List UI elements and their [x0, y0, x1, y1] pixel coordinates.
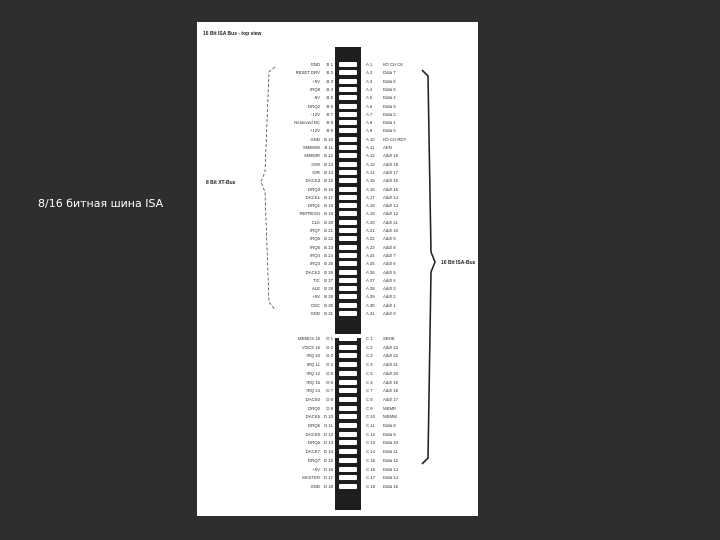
- pin-number-left: B 24: [324, 252, 333, 258]
- pin-number-left: D 3: [326, 353, 333, 359]
- pin-signal-right: MEMR: [383, 405, 397, 411]
- pin-signal-left: DACK6: [305, 431, 320, 437]
- pin-signal-left: Reserved NC: [294, 120, 320, 126]
- pin-signal-left: IOW: [311, 161, 320, 167]
- pin-number-right: A 19: [366, 211, 375, 217]
- pin-number-left: B 21: [324, 228, 333, 233]
- pin-signal-right: Data 2: [383, 111, 396, 117]
- connector-pin: [339, 62, 357, 67]
- pin-number-right: A 27: [366, 277, 375, 283]
- pin-signal-left: DACK0: [305, 396, 320, 402]
- pin-signal-right: Addr 11: [383, 219, 398, 225]
- connector-pin: [339, 336, 357, 341]
- pin-number-left: D 17: [323, 475, 333, 481]
- pin-number-left: D 18: [323, 483, 333, 489]
- pin-signal-right: Addr 18: [383, 161, 399, 167]
- connector-pin: [339, 261, 357, 266]
- connector-pin: [339, 311, 357, 316]
- pin-number-left: D 12: [323, 431, 333, 437]
- pin-signal-left: DRQ7: [308, 457, 320, 463]
- pin-number-right: A 11: [366, 145, 375, 150]
- pin-number-left: D 13: [323, 440, 333, 446]
- pin-signal-left: OSC: [310, 302, 320, 308]
- pin-number-right: A 5: [366, 95, 373, 101]
- connector-pin: [339, 397, 357, 402]
- pin-number-left: B 23: [324, 244, 333, 250]
- xt-bus-label: 8 Bit XT-Bus: [206, 180, 236, 186]
- pin-number-right: C 17: [366, 475, 376, 481]
- pin-number-right: C 7: [366, 388, 373, 394]
- connector-pin: [339, 211, 357, 216]
- pin-number-left: B 6: [326, 103, 333, 109]
- connector-pin: [339, 104, 357, 109]
- pin-number-left: B 29: [324, 294, 333, 300]
- connector-pin: [339, 195, 357, 200]
- connector-pin: [339, 187, 357, 192]
- pin-number-left: B 15: [324, 178, 333, 184]
- connector-pin: [339, 245, 357, 250]
- pin-number-left: D 4: [326, 362, 333, 368]
- pin-signal-left: GND: [310, 483, 320, 489]
- pin-signal-left: ALE: [311, 286, 320, 292]
- pin-signal-left: IRQ 12: [306, 370, 320, 376]
- connector-pin: [339, 253, 357, 258]
- pin-signal-left: IRQ 11: [306, 362, 320, 368]
- pin-number-right: A 13: [366, 161, 375, 167]
- pin-signal-left: DACK2: [305, 269, 320, 275]
- pin-signal-right: Data 12: [383, 457, 399, 463]
- pin-signal-right: Addr 9: [383, 236, 396, 242]
- pin-signal-right: Data 3: [383, 103, 396, 109]
- pin-number-right: A 2: [366, 70, 373, 76]
- pin-number-right: C 3: [366, 353, 373, 359]
- pin-number-right: A 28: [366, 286, 375, 292]
- pin-number-right: C 8: [366, 396, 373, 402]
- pin-number-right: A 9: [366, 128, 373, 134]
- connector-pin: [339, 353, 357, 358]
- pin-signal-right: Data 9: [383, 431, 396, 437]
- pin-signal-right: Addr 10: [383, 228, 399, 233]
- pin-number-left: D 16: [323, 466, 333, 472]
- connector-pin: [339, 449, 357, 454]
- pin-number-right: A 7: [366, 111, 373, 117]
- pin-signal-right: Data 1: [383, 120, 396, 126]
- pin-signal-right: Data 11: [383, 449, 398, 455]
- connector-pin: [339, 475, 357, 480]
- pin-signal-left: DACK7: [305, 449, 320, 455]
- xt-bus-bracket: [261, 67, 275, 310]
- pin-signal-left: REFRESH: [299, 211, 320, 217]
- pin-number-left: B 1: [326, 62, 333, 67]
- pin-signal-left: DRQ5: [308, 423, 320, 428]
- pin-signal-right: Addr 19: [383, 153, 399, 159]
- pin-number-left: B 26: [324, 269, 333, 275]
- connector-pin: [339, 345, 357, 350]
- pin-number-right: A 10: [366, 136, 375, 142]
- pin-number-right: C 2: [366, 344, 373, 350]
- pin-signal-right: Data 14: [383, 475, 399, 481]
- pin-number-right: C 13: [366, 440, 376, 446]
- pin-number-right: C 16: [366, 466, 376, 472]
- pin-number-right: A 8: [366, 120, 373, 126]
- connector-pin: [339, 120, 357, 125]
- pin-number-left: B 4: [326, 86, 333, 92]
- pin-signal-left: GND: [310, 62, 320, 67]
- connector-pin: [339, 294, 357, 299]
- pin-number-left: B 28: [324, 286, 333, 292]
- pin-signal-right: Addr 0: [383, 311, 396, 316]
- connector-pin: [339, 162, 357, 167]
- pin-number-right: A 1: [366, 62, 373, 67]
- pin-number-right: A 22: [366, 236, 375, 242]
- pin-signal-right: Addr 17: [383, 396, 399, 402]
- pin-signal-left: +5V: [312, 466, 320, 472]
- pin-signal-left: MASTER: [302, 475, 320, 481]
- pin-number-left: B 19: [324, 211, 333, 217]
- pin-number-left: D 14: [323, 449, 333, 455]
- pin-signal-right: Addr 2: [383, 294, 396, 300]
- pin-number-right: A 3: [366, 78, 373, 84]
- pin-number-left: B 18: [324, 203, 333, 209]
- pin-signal-left: SMEMR: [304, 153, 320, 159]
- pin-number-right: A 17: [366, 194, 375, 200]
- pin-number-left: B 12: [324, 153, 333, 159]
- pin-number-right: A 29: [366, 294, 375, 300]
- pin-signal-right: Addr 1: [383, 302, 396, 308]
- pin-signal-left: CLK: [311, 219, 320, 225]
- pin-signal-left: DACK3: [305, 178, 320, 184]
- pin-number-right: C 18: [366, 483, 376, 489]
- pin-number-right: A 26: [366, 269, 375, 275]
- pin-signal-right: SBHE: [383, 336, 395, 341]
- connector-pin: [339, 178, 357, 183]
- connector-pin: [339, 467, 357, 472]
- connector-pin: [339, 87, 357, 92]
- connector-pin: [339, 112, 357, 117]
- connector-pin: [339, 70, 357, 75]
- pin-number-left: B 7: [326, 111, 333, 117]
- pin-number-right: A 20: [366, 219, 375, 225]
- pin-signal-right: Addr 3: [383, 286, 396, 292]
- connector-pin: [339, 303, 357, 308]
- pin-number-left: B 16: [324, 186, 333, 192]
- pin-number-right: C 10: [366, 414, 376, 420]
- connector-pin: [339, 270, 357, 275]
- pin-signal-right: Addr 14: [383, 194, 399, 200]
- connector-pin: [339, 203, 357, 208]
- pin-signal-right: Data 15: [383, 483, 399, 489]
- pin-signal-right: Addr 20: [383, 370, 399, 376]
- connector-pin: [339, 458, 357, 463]
- pin-number-right: A 15: [366, 178, 375, 184]
- figure-title: 16 Bit ISA Bus - top view: [203, 31, 262, 37]
- pin-signal-left: DRQ1: [308, 203, 320, 209]
- pin-signal-left: SMEMW: [303, 145, 320, 150]
- pin-signal-right: Addr 22: [383, 353, 399, 359]
- pin-number-left: D 9: [326, 405, 333, 411]
- pin-signal-left: IRQ4: [309, 252, 320, 258]
- pin-signal-right: Data 0: [383, 128, 396, 134]
- connector-pin: [339, 484, 357, 489]
- pin-signal-right: Addr 13: [383, 203, 399, 209]
- pin-number-left: D 6: [326, 379, 333, 385]
- pin-number-left: B 13: [324, 161, 333, 167]
- pin-signal-left: DRQ0: [308, 405, 320, 411]
- pin-number-left: B 10: [324, 136, 333, 142]
- pin-number-right: A 14: [366, 169, 375, 175]
- pin-signal-right: I/O CH RDY: [383, 136, 407, 142]
- pin-signal-left: +12V: [309, 128, 320, 134]
- pin-number-left: B 8: [326, 120, 333, 126]
- connector-pin: [339, 236, 357, 241]
- pin-number-left: D 2: [326, 344, 333, 350]
- bracket-lines: [197, 22, 478, 516]
- pin-signal-right: Addr 5: [383, 269, 396, 275]
- pin-signal-left: IRQ9: [309, 86, 320, 92]
- pin-number-right: A 16: [366, 186, 375, 192]
- pin-number-left: B 22: [324, 236, 333, 242]
- connector-pin: [339, 228, 357, 233]
- connector-pin: [339, 423, 357, 428]
- pin-signal-left: +5V: [312, 294, 320, 300]
- connector-pin: [339, 145, 357, 150]
- pin-signal-right: Addr 23: [383, 344, 399, 350]
- pin-number-left: D 1: [326, 336, 333, 341]
- pin-number-left: B 25: [324, 261, 333, 267]
- pin-number-left: B 3: [326, 78, 333, 84]
- pin-signal-left: IRQ 14: [306, 388, 320, 394]
- pin-number-right: C 14: [366, 449, 376, 455]
- pin-signal-left: IRQ3: [309, 261, 320, 267]
- pin-signal-left: -12V: [310, 111, 320, 117]
- pin-signal-right: Data 5: [383, 86, 396, 92]
- pin-number-left: D 5: [326, 370, 333, 376]
- pin-number-left: B 5: [326, 95, 333, 101]
- pin-signal-right: Data 8: [383, 423, 396, 428]
- pin-signal-left: DACK5: [305, 414, 320, 420]
- pin-signal-left: DRQ2: [308, 103, 320, 109]
- pin-signal-right: Addr 12: [383, 211, 399, 217]
- pin-number-right: A 30: [366, 302, 375, 308]
- connector-pin: [339, 414, 357, 419]
- isa-bus-label: 16 Bit ISA-Bus: [441, 260, 476, 266]
- connector-pin: [339, 170, 357, 175]
- isa-bus-bracket: [422, 70, 435, 464]
- pin-number-left: B 31: [324, 311, 333, 316]
- connector-pin: [339, 432, 357, 437]
- pin-number-right: C 11: [366, 423, 375, 428]
- pin-number-right: C 12: [366, 431, 376, 437]
- connector-pin: [339, 220, 357, 225]
- connector-pin: [339, 79, 357, 84]
- pin-signal-right: Addr 7: [383, 252, 396, 258]
- pin-number-left: B 27: [324, 277, 333, 283]
- connector-pin: [339, 406, 357, 411]
- pin-number-right: A 21: [366, 228, 375, 233]
- pin-number-left: B 11: [324, 145, 333, 150]
- pin-signal-left: IRQ7: [309, 228, 320, 233]
- pin-signal-right: MEMW: [383, 414, 398, 420]
- pin-signal-left: GND: [310, 311, 320, 316]
- pin-number-right: A 31: [366, 311, 375, 316]
- pin-signal-right: Addr 21: [383, 362, 399, 368]
- pin-signal-left: T/C: [313, 277, 320, 283]
- pin-signal-left: DACK1: [305, 194, 320, 200]
- pin-number-right: A 18: [366, 203, 375, 209]
- pin-signal-right: Addr 19: [383, 379, 399, 385]
- pin-signal-right: I/O CH CK: [383, 62, 404, 67]
- connector-pin: [339, 388, 357, 393]
- connector-pin: [339, 137, 357, 142]
- pin-signal-right: Addr 16: [383, 178, 399, 184]
- connector-pin: [339, 128, 357, 133]
- pin-signal-right: Addr 15: [383, 186, 399, 192]
- pin-number-right: C 4: [366, 362, 373, 368]
- pin-signal-right: Addr 4: [383, 277, 396, 283]
- pin-signal-right: Addr 17: [383, 169, 399, 175]
- pin-signal-right: Addr 18: [383, 388, 399, 394]
- pin-signal-left: RESET DRV: [295, 70, 320, 76]
- pin-number-left: D 15: [323, 457, 333, 463]
- pin-number-right: A 23: [366, 244, 375, 250]
- pin-signal-left: +5V: [312, 78, 320, 84]
- connector-pin: [339, 371, 357, 376]
- pin-number-left: B 20: [324, 219, 333, 225]
- pin-signal-right: Data 7: [383, 70, 396, 76]
- connector-pin: [339, 362, 357, 367]
- pin-number-left: D 10: [323, 414, 333, 420]
- pin-number-right: A 25: [366, 261, 375, 267]
- connector-pin: [339, 278, 357, 283]
- pin-number-left: D 7: [326, 388, 333, 394]
- pin-signal-left: IRQ5: [309, 244, 320, 250]
- pin-number-left: D 8: [326, 396, 333, 402]
- pin-number-left: B 14: [324, 169, 333, 175]
- pin-number-left: B 17: [324, 194, 333, 200]
- pin-number-left: B 2: [326, 70, 333, 76]
- pin-signal-right: Data 10: [383, 440, 399, 446]
- connector-pin: [339, 440, 357, 445]
- pin-number-right: C 6: [366, 379, 373, 385]
- pin-signal-right: AEN: [383, 145, 392, 150]
- pin-signal-right: Data 13: [383, 466, 399, 472]
- pin-signal-left: I/OCS 16: [302, 344, 320, 350]
- pin-number-right: C 5: [366, 370, 373, 376]
- slide-caption: 8/16 битная шина ISA: [38, 197, 164, 210]
- pin-number-right: C 9: [366, 405, 373, 411]
- pin-number-left: B 30: [324, 302, 333, 308]
- pin-number-right: C 1: [366, 336, 373, 341]
- pin-number-right: A 24: [366, 252, 375, 258]
- pin-number-right: C 15: [366, 457, 376, 463]
- pin-number-right: A 6: [366, 103, 373, 109]
- pin-signal-left: -5V: [313, 95, 320, 101]
- pin-signal-right: Data 4: [383, 95, 396, 101]
- pin-number-left: B 9: [326, 128, 333, 134]
- connector-pin: [339, 286, 357, 291]
- pin-signal-left: IRQ 10: [306, 353, 320, 359]
- pin-signal-left: IRQ 15: [306, 379, 320, 385]
- pin-signal-left: IOR: [312, 169, 320, 175]
- pin-signal-left: MEMCS 16: [298, 336, 320, 341]
- pin-number-right: A 4: [366, 86, 373, 92]
- pin-signal-right: Addr 8: [383, 244, 396, 250]
- pin-signal-left: IRQ6: [309, 236, 320, 242]
- connector-pin: [339, 380, 357, 385]
- isa-pinout-figure: [197, 22, 478, 516]
- pin-signal-right: Addr 6: [383, 261, 396, 267]
- pin-number-left: D 11: [324, 423, 333, 428]
- pin-signal-right: Data 6: [383, 78, 396, 84]
- pin-signal-left: GND: [310, 136, 320, 142]
- pin-signal-left: DRQ6: [308, 440, 320, 446]
- connector-pin: [339, 95, 357, 100]
- pin-number-right: A 12: [366, 153, 375, 159]
- connector-pin: [339, 153, 357, 158]
- pin-signal-left: DRQ3: [308, 186, 320, 192]
